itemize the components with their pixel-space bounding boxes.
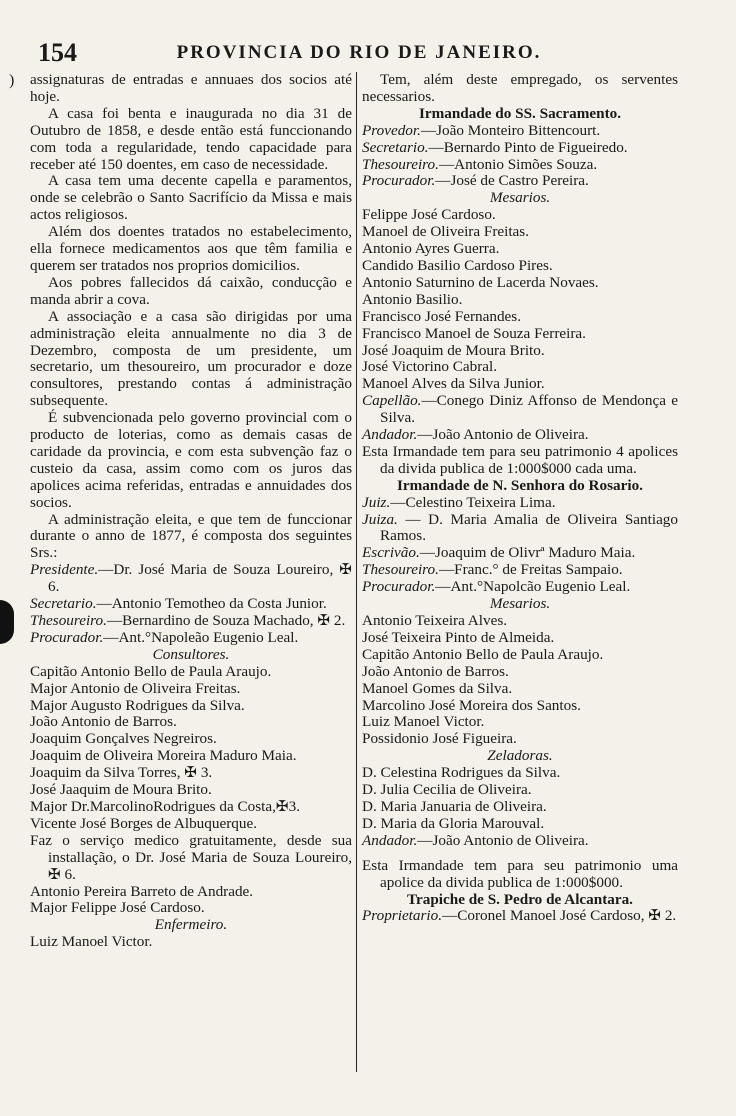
list-item: Capitão Antonio Bello de Paula Araujo. [30, 662, 272, 680]
list-item: João Antonio de Barros. [30, 713, 177, 731]
officer-name: —João Antonio de Oliveira. [417, 831, 589, 849]
list-item: Marcolino José Moreira dos Santos. [362, 696, 581, 714]
section-subheading: Zeladoras. [487, 747, 553, 765]
list-item: D. Julia Cecilia de Oliveira. [362, 781, 532, 799]
list-item: José Jaaquim de Moura Brito. [30, 781, 212, 799]
officer-entry [362, 157, 678, 174]
list-item: Possidonio José Figueira. [362, 730, 517, 748]
officer-name: —Antonio Temotheo da Costa Junior. [96, 595, 327, 613]
list-item: Francisco José Fernandes. [362, 307, 522, 325]
list-item: Antonio Saturnino de Lacerda Novaes. [362, 273, 599, 291]
officer-entry [362, 123, 678, 140]
section-subheading: Consultores. [152, 645, 230, 663]
officer-name: —Ant.°Napolcão Eugenio Leal. [435, 578, 631, 596]
paragraph: assignaturas de entradas e annuaes dos socios até hoje. [30, 71, 352, 105]
section-heading: Irmandade de N. Senhora do Rosario. [397, 476, 643, 494]
officer-name: — D. Maria Amalia de Oliveira Santiago Ramos. [380, 510, 678, 545]
officer-entry [362, 393, 678, 427]
list-item: Major Augusto Rodrigues da Silva. [30, 696, 245, 714]
officer-entry [30, 613, 352, 630]
list-item: Manoel de Oliveira Freitas. [362, 223, 530, 241]
list-item: D. Maria da Gloria Marouval. [362, 814, 545, 832]
list-item: Manoel Alves da Silva Junior. [362, 375, 545, 393]
list-item: João Antonio de Barros. [362, 662, 509, 680]
officer-name: —Antonio Simões Souza. [438, 155, 598, 173]
paragraph: Além dos doentes tratados no estabelecimento, ella fornece medicamentos aos que têm familia e querem ser tratados nos proprios domicilios. [30, 223, 352, 274]
officer-entry [30, 562, 352, 596]
officer-role: Provedor. [362, 121, 421, 139]
list-item: Antonio Pereira Barreto de Andrade. [30, 882, 254, 900]
list-item: Antonio Teixeira Alves. [362, 612, 508, 629]
page-number: 154 [38, 38, 77, 67]
left-column [30, 72, 352, 951]
officer-entry [362, 562, 678, 579]
officer-entry [362, 579, 678, 596]
officer-role: Andador. [362, 831, 418, 849]
list-item: Joaquim da Silva Torres, ✠ 3. [30, 764, 213, 782]
paragraph: Esta Irmandade tem para seu patrimonio uma apolice da divida publica de 1:000$000. [362, 856, 678, 891]
list-item: Luiz Manoel Victor. [30, 933, 153, 951]
officer-name: —Joaquim de Olivrª Maduro Maia. [419, 544, 636, 562]
section-subheading: Mesarios. [489, 189, 551, 207]
officer-role: Andador. [362, 426, 418, 444]
paragraph: Faz o serviço medico gratuitamente, desde sua installação, o Dr. José Maria de Souza Loureiro, ✠ 6. [30, 831, 352, 883]
section-heading: Trapiche de S. Pedro de Alcantara. [407, 890, 633, 908]
officer-entry [362, 495, 678, 512]
officer-role: Thesoureiro. [30, 612, 107, 629]
section-subheading: Enfermeiro. [154, 916, 228, 934]
paragraph: Aos pobres fallecidos dá caixão, conducção e manda abrir a cova. [30, 273, 352, 308]
officer-role: Presidente. [30, 561, 99, 579]
list-item: Capitão Antonio Bello de Paula Araujo. [362, 645, 604, 663]
officer-role: Secretario. [30, 595, 97, 613]
right-column [362, 72, 678, 925]
section-subheading: Mesarios. [489, 595, 551, 613]
paragraph: É subvencionada pelo governo provincial com o producto de loterias, como as demais casas de caridade da provincia, e com esta subvenção faz o custeio da casa, assim como com os juros das apolices acima referidas, entradas e annuidades dos socios. [30, 409, 352, 511]
paragraph: A administração eleita, e que tem de funccionar durante o anno de 1877, é composta dos seguintes Srs.: [30, 510, 352, 562]
list-item: Manoel Gomes da Silva. [362, 679, 513, 697]
running-head: PROVINCIA DO RIO DE JANEIRO. [176, 42, 542, 63]
list-item: Joaquim Gonçalves Negreiros. [30, 730, 217, 748]
list-item: Candido Basilio Cardoso Pires. [362, 256, 553, 274]
list-item: José Teixeira Pinto de Almeida. [362, 628, 555, 646]
officer-entry [30, 596, 352, 613]
list-item: Antonio Ayres Guerra. [362, 240, 500, 258]
officer-name: —João Antonio de Oliveira. [417, 426, 589, 444]
officer-name: —Ant.°Napoleão Eugenio Leal. [103, 628, 299, 646]
officer-role: Juiza. [362, 510, 398, 528]
list-item: Francisco Manoel de Souza Ferreira. [362, 324, 586, 342]
officer-role: Procurador. [362, 578, 436, 596]
officer-name: —Conego Diniz Affonso de Mendonça e Silva. [380, 392, 678, 427]
officer-role: Escrivão. [362, 544, 420, 562]
column-rule [356, 72, 357, 1072]
margin-bracket: ) [9, 72, 15, 89]
list-item: Felippe José Cardoso. [362, 206, 496, 224]
list-item: Major Felippe José Cardoso. [30, 899, 205, 917]
officer-name: —Franc.° de Freitas Sampaio. [438, 561, 623, 579]
officer-role: Procurador. [30, 628, 104, 646]
officer-entry [30, 630, 352, 647]
officer-role: Capellão. [362, 392, 422, 410]
officer-entry [362, 833, 678, 850]
list-item: Antonio Basilio. [362, 290, 463, 308]
officer-entry [362, 173, 678, 190]
officer-role: Thesoureiro. [362, 561, 439, 579]
list-item: Major Antonio de Oliveira Freitas. [30, 679, 241, 697]
officer-name: —Celestino Teixeira Lima. [390, 493, 556, 511]
paragraph: A associação e a casa são dirigidas por uma administração eleita annualmente no dia 3 de Dezembro, composta de um presidente, um secretario, um thesoureiro, um procurador e doze consultores, prestando contas á administração subsequente. [30, 307, 352, 410]
officer-entry [362, 512, 678, 546]
officer-name: —Bernardo Pinto de Figueiredo. [428, 138, 628, 156]
list-item: José Victorino Cabral. [362, 358, 498, 376]
list-item: Vicente José Borges de Albuquerque. [30, 814, 257, 832]
section-heading: Irmandade do SS. Sacramento. [418, 104, 622, 122]
officer-role: Juiz. [362, 493, 391, 511]
list-item: Luiz Manoel Victor. [362, 713, 485, 731]
list-item: D. Celestina Rodrigues da Silva. [362, 764, 561, 782]
officer-role: Procurador. [362, 172, 436, 190]
officer-name: —José de Castro Pereira. [435, 172, 589, 190]
officer-name: —Coronel Manoel José Cardoso, ✠ 2. [442, 907, 677, 925]
officer-entry [362, 545, 678, 562]
list-item: D. Maria Januaria de Oliveira. [362, 797, 547, 815]
paragraph: A casa foi benta e inaugurada no dia 31 de Outubro de 1858, e desde então está funccionando com toda a regularidade, tendo capacidade para receber até 150 doentes, em caso de necessidade. [30, 104, 352, 173]
officer-role: Secretario. [362, 138, 429, 156]
officer-entry [362, 140, 678, 157]
officer-role: Proprietario. [362, 907, 443, 925]
officer-entry [362, 908, 678, 925]
list-item: José Joaquim de Moura Brito. [362, 341, 545, 359]
officer-name: —Bernardino de Souza Machado, ✠ 2. [106, 612, 346, 629]
paragraph: Esta Irmandade tem para seu patrimonio 4 apolices da divida publica de 1:000$000 cada uma. [362, 442, 678, 477]
paragraph: Tem, além deste empregado, os serventes necessarios. [362, 71, 678, 105]
page-header [18, 38, 700, 67]
paragraph: A casa tem uma decente capella e paramentos, onde se celebrão o Santo Sacrifício da Missa e mais actos religiosos. [30, 172, 352, 224]
officer-name: —João Monteiro Bittencourt. [420, 121, 601, 139]
list-item: Joaquim de Oliveira Moreira Maduro Maia. [30, 747, 297, 765]
list-item: Major Dr.MarcolinoRodrigues da Costa,✠3. [30, 797, 301, 815]
officer-role: Thesoureiro. [362, 155, 439, 173]
officer-name: —Dr. José Maria de Souza Loureiro, ✠ 6. [48, 561, 352, 596]
officer-entry [362, 427, 678, 444]
binding-mark [0, 600, 14, 644]
